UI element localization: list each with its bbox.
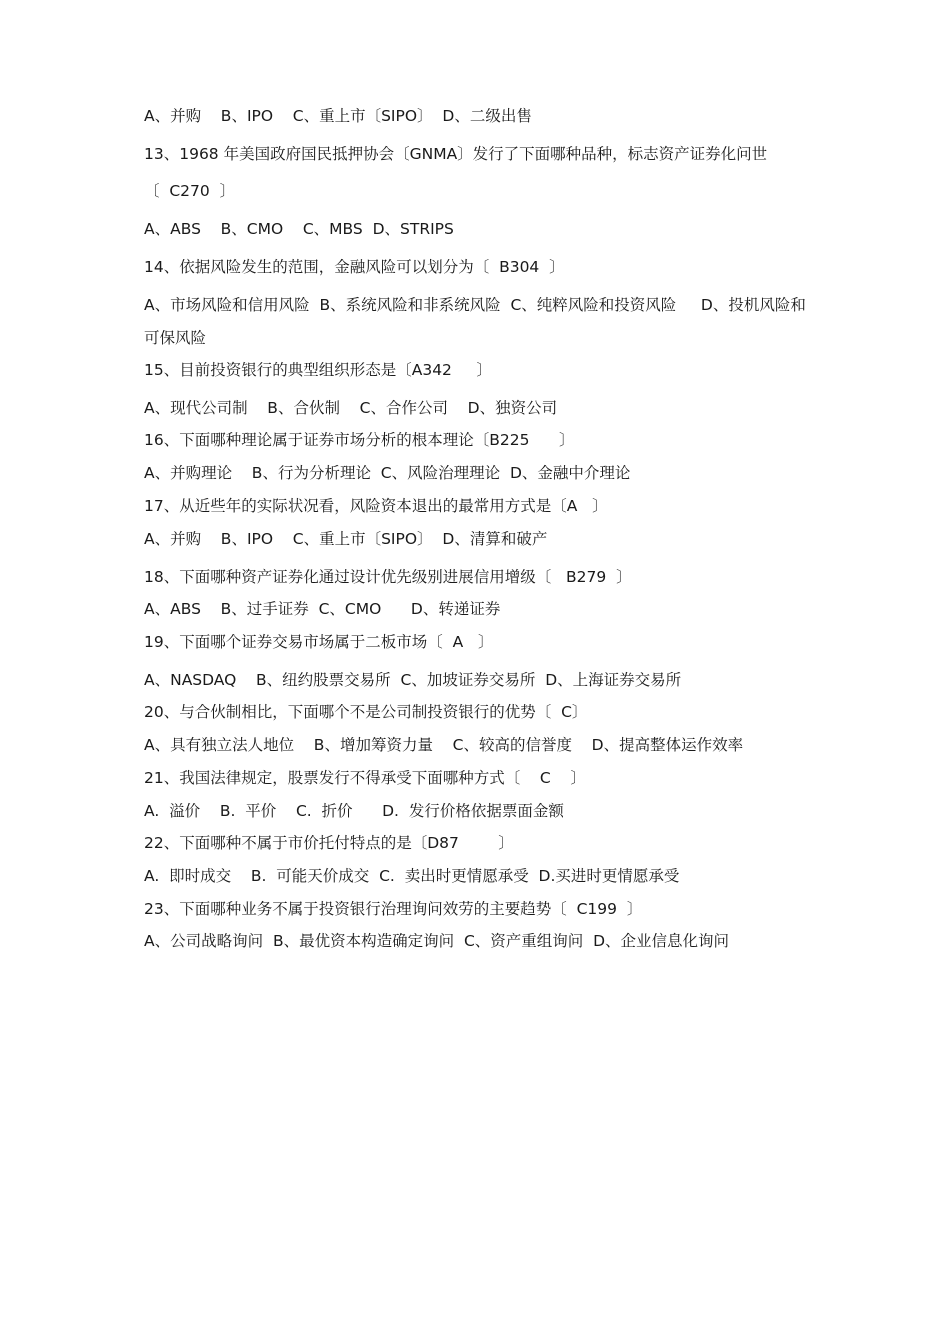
question-14: 14、依据风险发生的范围，金融风险可以划分为〔 B304 〕 [144,258,565,276]
answer-options-15: A、现代公司制 B、合伙制 C、合作公司 D、独资公司 [144,399,558,417]
answer-options-18: A、ABS B、过手证券 C、CMO D、转递证券 [144,600,501,618]
answer-options-20: A、具有独立法人地位 B、增加筹资力量 C、较高的信誉度 D、提高整体运作效率 [144,736,744,754]
question-19: 19、下面哪个证券交易市场属于二板市场〔 A 〕 [144,633,494,651]
question-21: 21、我国法律规定，股票发行不得承受下面哪种方式〔 C 〕 [144,769,586,787]
question-22: 22、下面哪种不属于市价托付特点的是〔D87 〕 [144,834,514,852]
question-16: 16、下面哪种理论属于证券市场分析的根本理论〔B225 〕 [144,431,575,449]
answer-options-13: A、ABS B、CMO C、MBS D、STRIPS [144,220,454,238]
answer-options-14: A、市场风险和信用风险 B、系统风险和非系统风险 C、纯粹风险和投资风险 D、投机风险和可保风险 [144,296,806,347]
question-20: 20、与合伙制相比，下面哪个不是公司制投资银行的优势〔 C〕 [144,703,588,721]
question-17: 17、从近些年的实际状况看，风险资本退出的最常用方式是〔A 〕 [144,497,608,515]
answer-options-23: A、公司战略询问 B、最优资本构造确定询问 C、资产重组询问 D、企业信息化询问 [144,932,730,950]
answer-options-22: A. 即时成交 B. 可能天价成交 C. 卖出时更情愿承受 D.买进时更情愿承受 [144,867,680,885]
answer-options-16: A、并购理论 B、行为分析理论 C、风险治理理论 D、金融中介理论 [144,464,631,482]
question-18: 18、下面哪种资产证券化通过设计优先级别进展信用增级〔 B279 〕 [144,568,632,586]
answer-options-17: A、并购 B、IPO C、重上市〔SIPO〕 D、清算和破产 [144,530,548,548]
question-23: 23、下面哪种业务不属于投资银行治理询问效劳的主要趋势〔 C199 〕 [144,900,643,918]
question-15: 15、目前投资银行的典型组织形态是〔A342 〕 [144,361,493,379]
answer-options-19: A、NASDAQ B、纽约股票交易所 C、加坡证券交易所 D、上海证券交易所 [144,671,682,689]
answer-options-21: A. 溢价 B. 平价 C. 折价 D. 发行价格依据票面金额 [144,802,564,820]
question-13-answer: 〔 C270 〕 [144,182,236,200]
question-13: 13、1968 年美国政府国民抵押协会〔GNMA〕发行了下面哪种品种，标志资产证券化问世 [144,145,768,163]
answer-options-12: A、并购 B、IPO C、重上市〔SIPO〕 D、二级出售 [144,107,532,125]
